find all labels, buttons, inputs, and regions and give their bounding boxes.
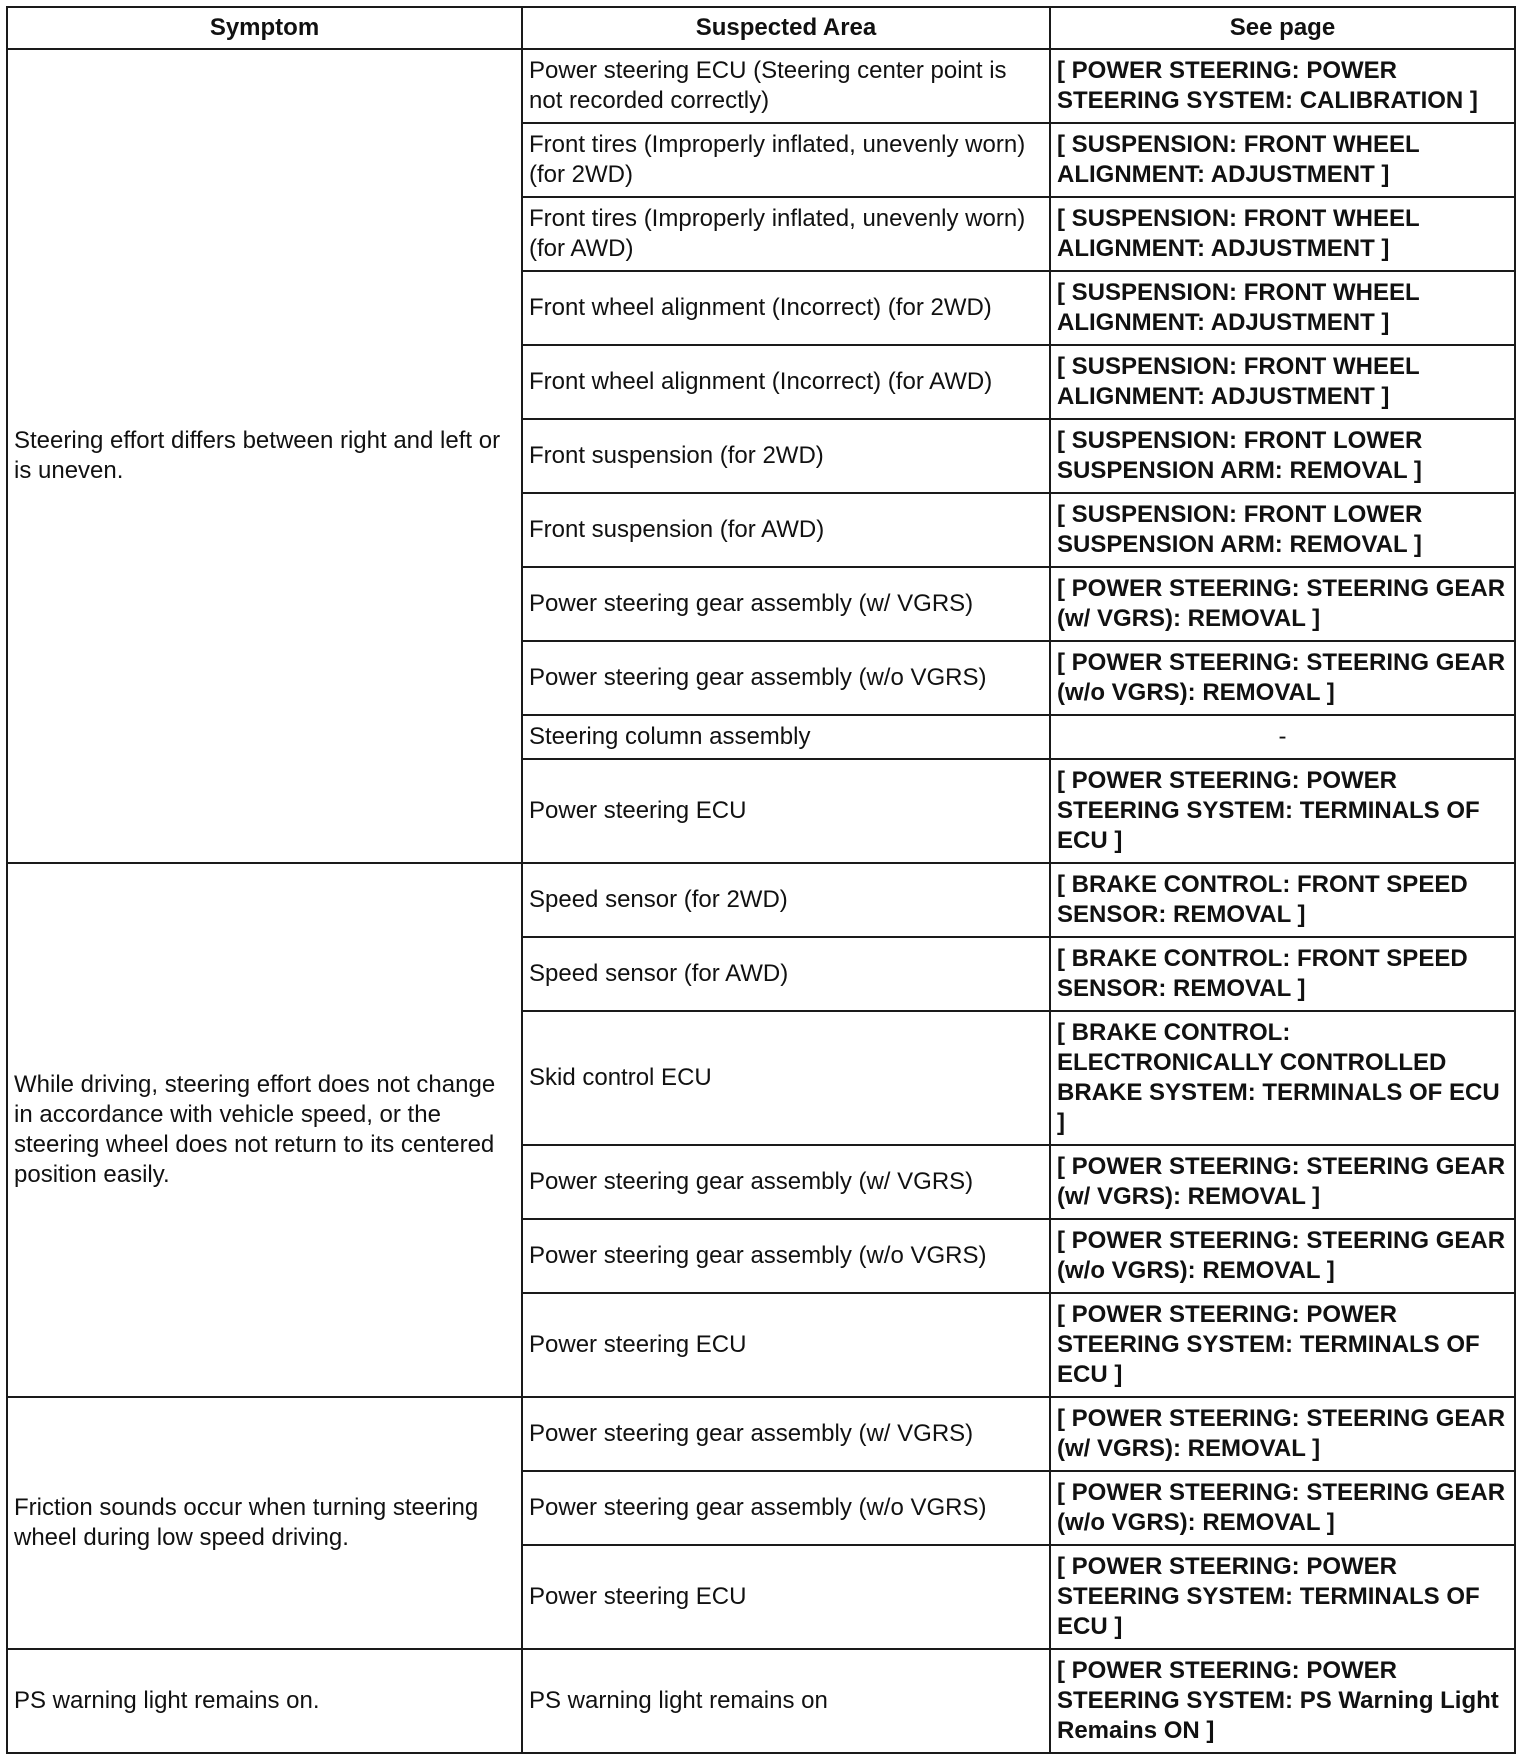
suspected-area-cell: Power steering gear assembly (w/ VGRS) [522, 1397, 1050, 1471]
see-page-link[interactable]: [ POWER STEERING: POWER STEERING SYSTEM: TERMINALS OF ECU ] [1050, 1545, 1515, 1649]
suspected-area-cell: Front suspension (for AWD) [522, 493, 1050, 567]
header-suspected-area: Suspected Area [522, 7, 1050, 49]
diagnosis-table-container [6, 6, 1516, 1754]
table-row [7, 1397, 1515, 1471]
symptom-cell: Steering effort differs between right and left or is uneven. [7, 49, 522, 863]
see-page-link[interactable]: [ SUSPENSION: FRONT LOWER SUSPENSION ARM: REMOVAL ] [1050, 493, 1515, 567]
header-symptom: Symptom [7, 7, 522, 49]
table-row [7, 49, 1515, 123]
see-page-link[interactable]: [ POWER STEERING: STEERING GEAR (w/ VGRS): REMOVAL ] [1050, 1397, 1515, 1471]
see-page-link[interactable]: [ POWER STEERING: POWER STEERING SYSTEM: TERMINALS OF ECU ] [1050, 759, 1515, 863]
see-page-link[interactable]: [ BRAKE CONTROL: FRONT SPEED SENSOR: REMOVAL ] [1050, 863, 1515, 937]
see-page-link[interactable]: [ POWER STEERING: POWER STEERING SYSTEM: TERMINALS OF ECU ] [1050, 1293, 1515, 1397]
symptom-cell: While driving, steering effort does not change in accordance with vehicle speed, or the steering wheel does not return to its centered position easily. [7, 863, 522, 1397]
table-row [7, 1649, 1515, 1753]
suspected-area-cell: Power steering ECU (Steering center point is not recorded correctly) [522, 49, 1050, 123]
table-row [7, 863, 1515, 937]
see-page-link[interactable]: [ BRAKE CONTROL: FRONT SPEED SENSOR: REMOVAL ] [1050, 937, 1515, 1011]
suspected-area-cell: Front suspension (for 2WD) [522, 419, 1050, 493]
see-page-link[interactable]: [ POWER STEERING: POWER STEERING SYSTEM: CALIBRATION ] [1050, 49, 1515, 123]
suspected-area-cell: PS warning light remains on [522, 1649, 1050, 1753]
suspected-area-cell: Power steering gear assembly (w/o VGRS) [522, 1471, 1050, 1545]
see-page-link[interactable]: [ SUSPENSION: FRONT LOWER SUSPENSION ARM: REMOVAL ] [1050, 419, 1515, 493]
suspected-area-cell: Power steering ECU [522, 1293, 1050, 1397]
suspected-area-cell: Steering column assembly [522, 715, 1050, 759]
see-page-link[interactable]: [ SUSPENSION: FRONT WHEEL ALIGNMENT: ADJUSTMENT ] [1050, 197, 1515, 271]
suspected-area-cell: Skid control ECU [522, 1011, 1050, 1145]
suspected-area-cell: Power steering ECU [522, 759, 1050, 863]
suspected-area-cell: Power steering gear assembly (w/ VGRS) [522, 567, 1050, 641]
suspected-area-cell: Speed sensor (for AWD) [522, 937, 1050, 1011]
suspected-area-cell: Speed sensor (for 2WD) [522, 863, 1050, 937]
symptom-cell: PS warning light remains on. [7, 1649, 522, 1753]
see-page-cell: - [1050, 715, 1515, 759]
see-page-link[interactable]: [ POWER STEERING: STEERING GEAR (w/o VGRS): REMOVAL ] [1050, 1219, 1515, 1293]
suspected-area-cell: Power steering ECU [522, 1545, 1050, 1649]
header-see-page: See page [1050, 7, 1515, 49]
suspected-area-cell: Front wheel alignment (Incorrect) (for AWD) [522, 345, 1050, 419]
suspected-area-cell: Power steering gear assembly (w/o VGRS) [522, 1219, 1050, 1293]
see-page-link[interactable]: [ POWER STEERING: STEERING GEAR (w/o VGRS): REMOVAL ] [1050, 1471, 1515, 1545]
table-header-row [7, 7, 1515, 49]
symptom-cell: Friction sounds occur when turning steering wheel during low speed driving. [7, 1397, 522, 1649]
suspected-area-cell: Front wheel alignment (Incorrect) (for 2WD) [522, 271, 1050, 345]
see-page-link[interactable]: [ BRAKE CONTROL: ELECTRONICALLY CONTROLLED BRAKE SYSTEM: TERMINALS OF ECU ] [1050, 1011, 1515, 1145]
problem-symptoms-table [6, 6, 1516, 1754]
suspected-area-cell: Power steering gear assembly (w/o VGRS) [522, 641, 1050, 715]
see-page-link[interactable]: [ POWER STEERING: STEERING GEAR (w/ VGRS): REMOVAL ] [1050, 567, 1515, 641]
suspected-area-cell: Power steering gear assembly (w/ VGRS) [522, 1145, 1050, 1219]
see-page-link[interactable]: [ SUSPENSION: FRONT WHEEL ALIGNMENT: ADJUSTMENT ] [1050, 271, 1515, 345]
see-page-link[interactable]: [ POWER STEERING: POWER STEERING SYSTEM: PS Warning Light Remains ON ] [1050, 1649, 1515, 1753]
see-page-link[interactable]: [ POWER STEERING: STEERING GEAR (w/o VGRS): REMOVAL ] [1050, 641, 1515, 715]
suspected-area-cell: Front tires (Improperly inflated, unevenly worn) (for AWD) [522, 197, 1050, 271]
see-page-link[interactable]: [ SUSPENSION: FRONT WHEEL ALIGNMENT: ADJUSTMENT ] [1050, 345, 1515, 419]
see-page-link[interactable]: [ POWER STEERING: STEERING GEAR (w/ VGRS): REMOVAL ] [1050, 1145, 1515, 1219]
suspected-area-cell: Front tires (Improperly inflated, unevenly worn) (for 2WD) [522, 123, 1050, 197]
see-page-link[interactable]: [ SUSPENSION: FRONT WHEEL ALIGNMENT: ADJUSTMENT ] [1050, 123, 1515, 197]
